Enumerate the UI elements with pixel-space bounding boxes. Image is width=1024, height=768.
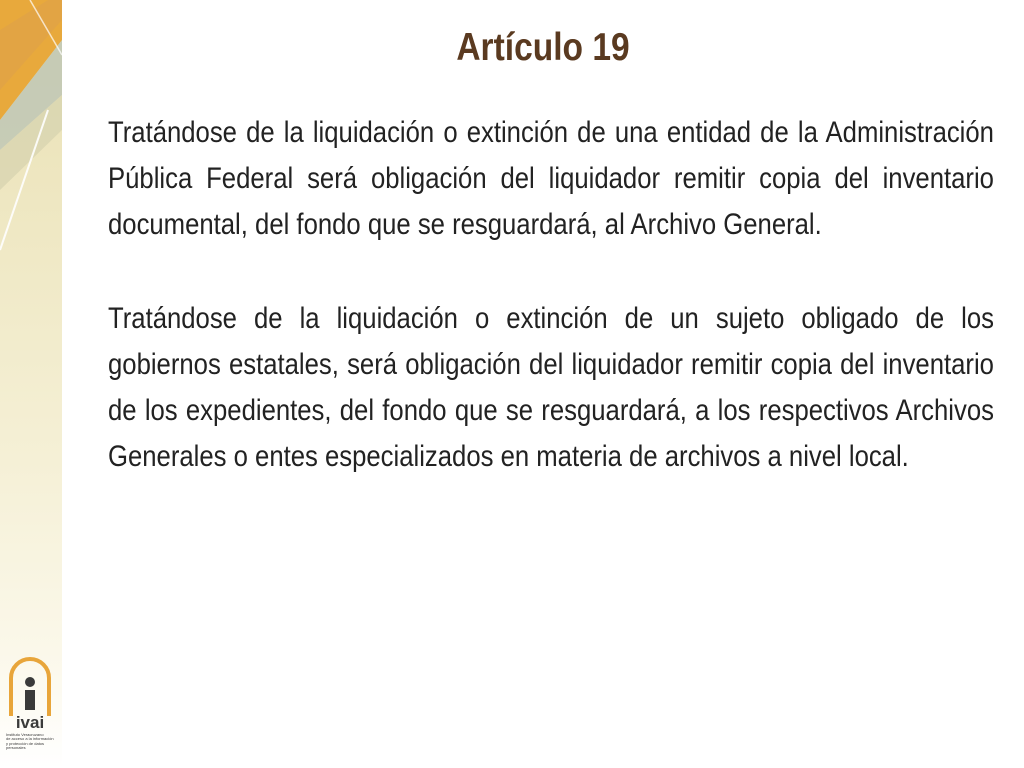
decorative-shapes (0, 0, 62, 300)
logo-dot (25, 677, 35, 687)
logo-caption-line-2: de acceso a la información (6, 736, 54, 742)
logo-caption-line-1: Instituto Veracruzano (6, 732, 44, 737)
slide-body (108, 110, 994, 480)
logo-stem (25, 690, 35, 710)
paragraph-2: Tratándose de la liquidación o extinción de un sujeto obligado de los gobiernos estatales, será obligación del liquidador remitir copia del inventario de los expedientes, del fondo que se resguardará, a los respectivos Archivos Generales o entes especializados en materia de archivos a nivel local. (108, 302, 994, 473)
logo-caption (6, 733, 58, 751)
slide-title: Artículo 19 (456, 26, 630, 69)
paragraph-1: Tratándose de la liquidación o extinción de una entidad de la Administración Pública Federal será obligación del liquidador remitir copia del inventario documental, del fondo que se resguardará, al Archivo General. (108, 116, 994, 241)
logo-wordmark: ivai (15, 713, 45, 732)
logo-caption-line-3: y protección de datos personales (6, 740, 45, 751)
decorative-side-strip (0, 0, 62, 768)
